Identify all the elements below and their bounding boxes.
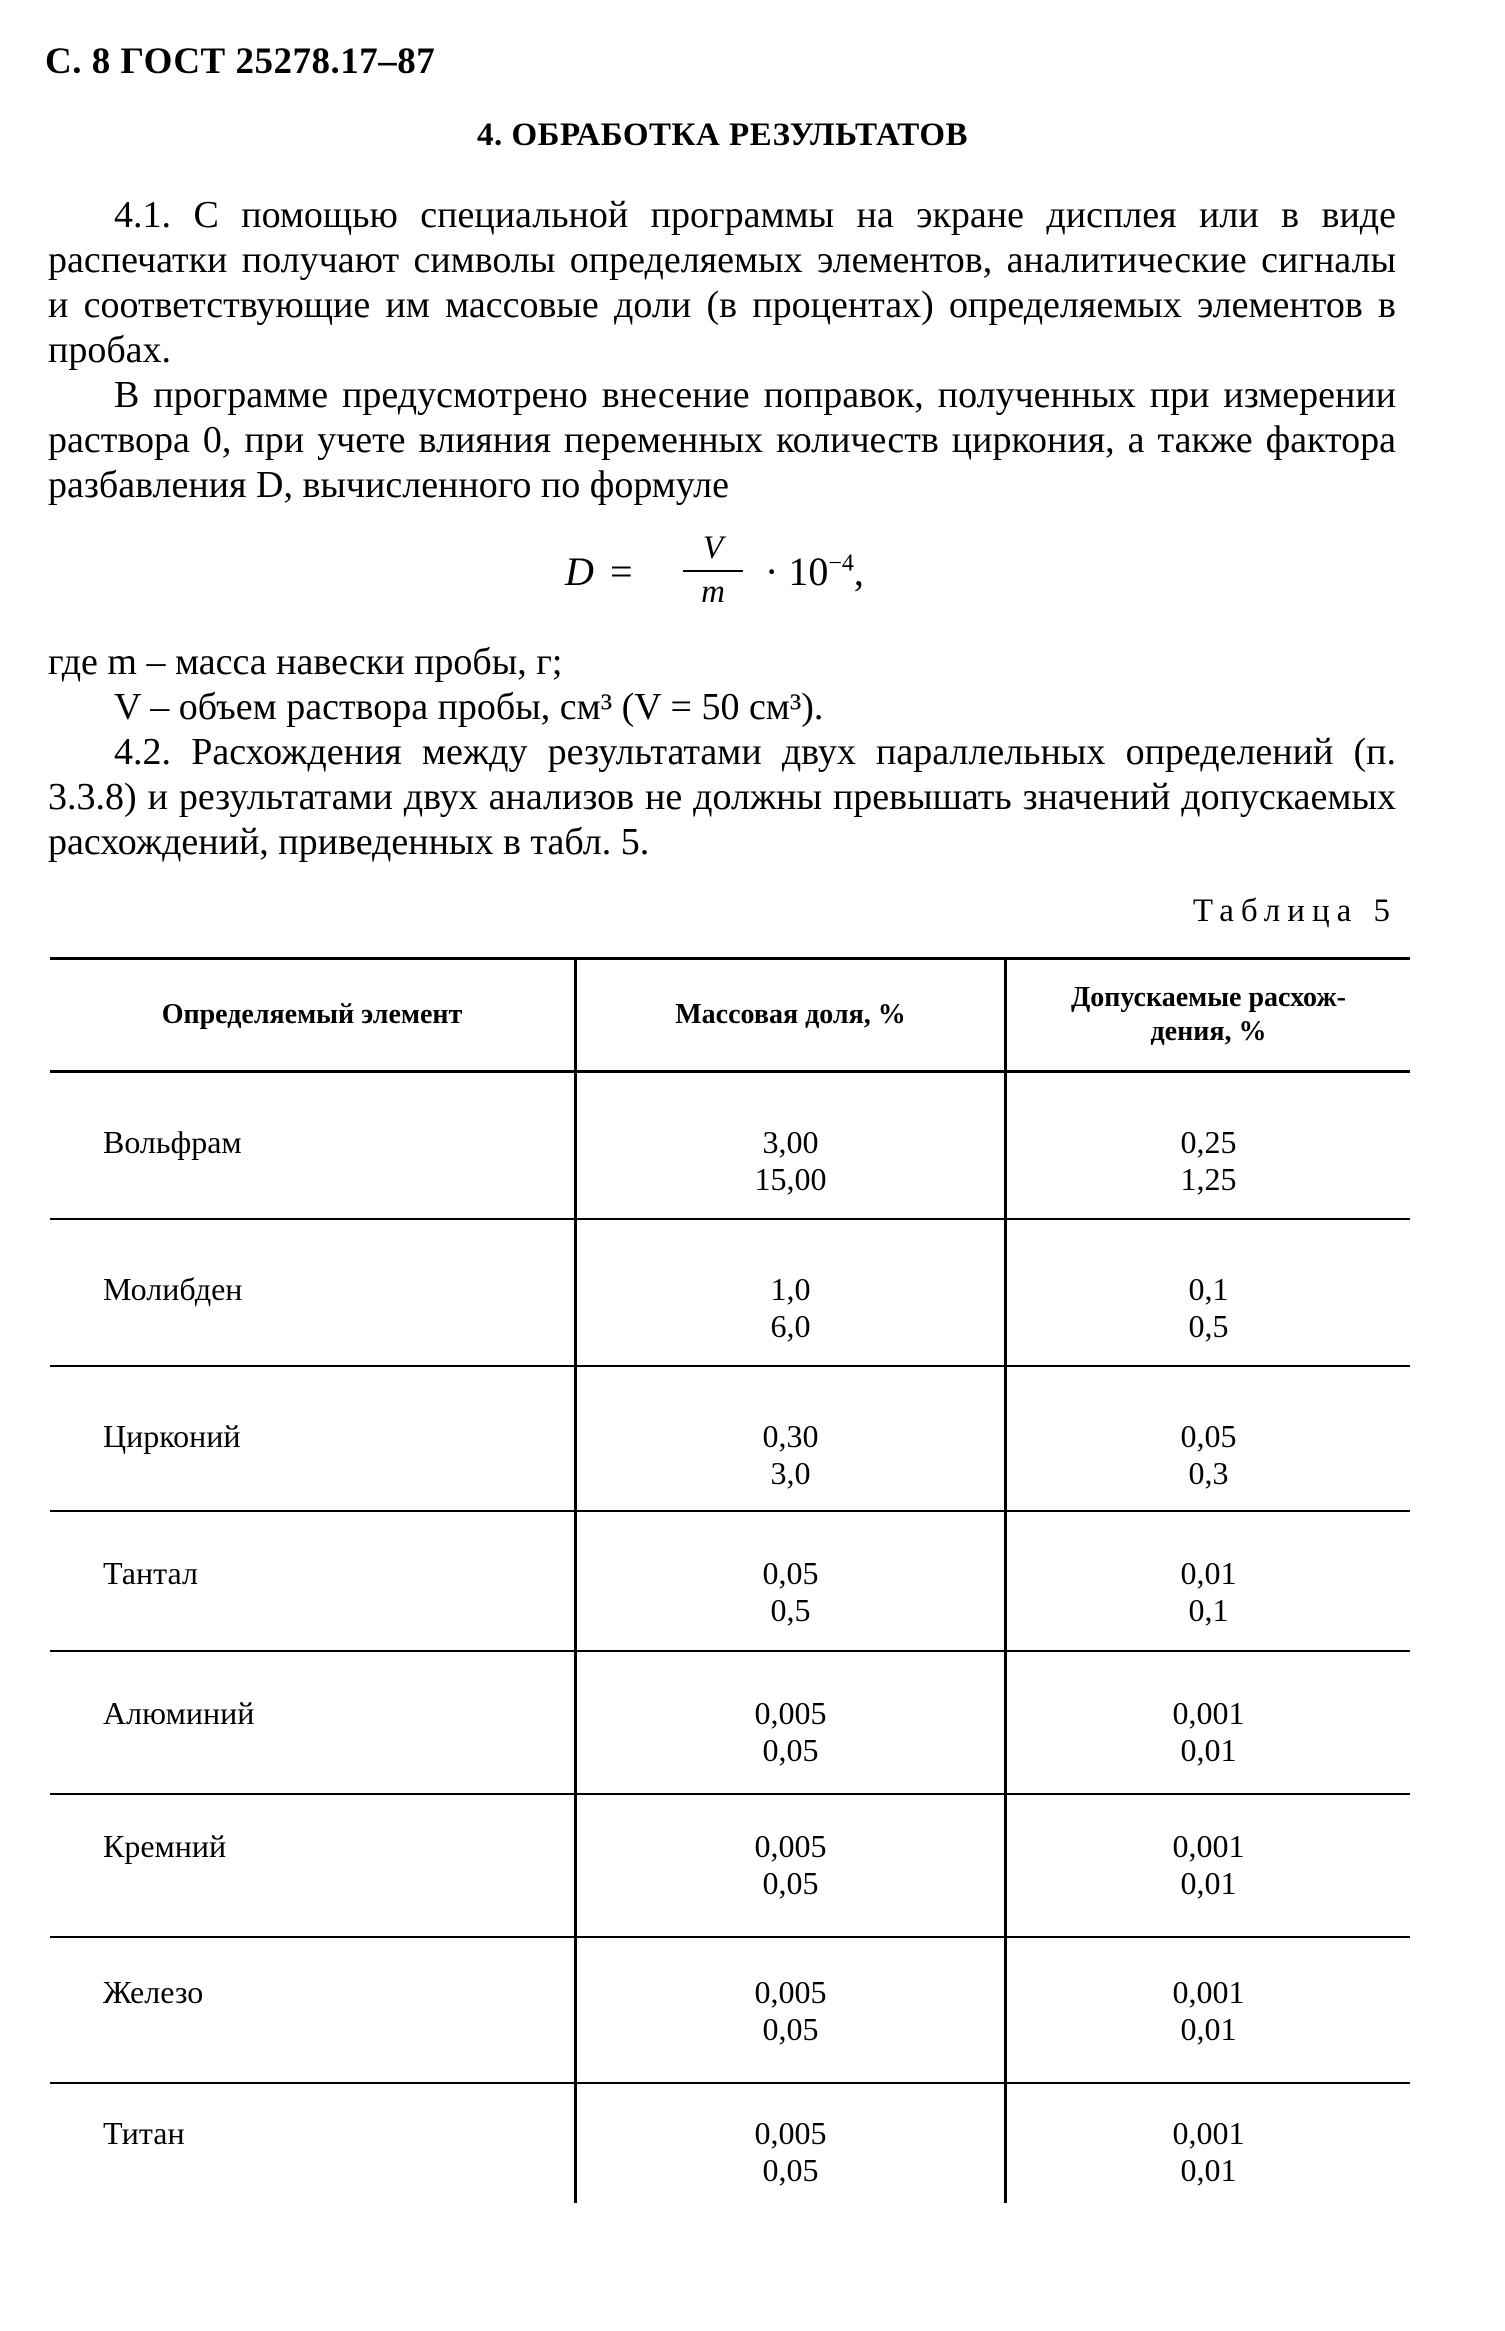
mass-cell: 0,005 0,05	[576, 2083, 1006, 2203]
results-table	[50, 957, 1410, 2203]
table-row	[50, 1511, 1410, 1651]
formula-factor-group	[765, 548, 864, 595]
formula-fraction	[683, 530, 743, 611]
table-row	[50, 1651, 1410, 1794]
section-title: 4. ОБРАБОТКА РЕЗУЛЬТАТОВ	[476, 117, 969, 153]
table-row	[50, 1366, 1410, 1511]
formula-numerator: V	[702, 530, 724, 566]
paragraph-4-1: 4.1. С помощью специальной программы на экране дисплея или в виде распечатки получают символы определяемых элементов, аналитические сигналы и соответствующие им массовые доли (в процентах) определяемых элементов в пробах.	[48, 194, 1396, 371]
tolerance-cell: 0,001 0,01	[1006, 1794, 1411, 1937]
table-row	[50, 1937, 1410, 2083]
formula-lhs: D	[565, 549, 594, 594]
mass-cell: 0,05 0,5	[576, 1511, 1006, 1651]
element-cell: Цирконий	[50, 1366, 576, 1511]
formula-factor: · 10	[765, 549, 829, 594]
table-row	[50, 1219, 1410, 1366]
formula-trail: ,	[853, 549, 864, 594]
tolerance-cell: 0,25 1,25	[1006, 1072, 1411, 1219]
tolerance-cell: 0,05 0,3	[1006, 1366, 1411, 1511]
formula-denominator: m	[701, 574, 725, 610]
where-m: где m – масса навески пробы, г;	[48, 641, 563, 683]
table-row	[50, 1072, 1410, 1219]
element-cell: Алюминий	[50, 1651, 576, 1794]
tolerance-cell: 0,001 0,01	[1006, 1937, 1411, 2083]
header-tolerance: Допускаемые расхож-дения, %	[1006, 959, 1411, 1072]
mass-cell: 0,005 0,05	[576, 1651, 1006, 1794]
header-element: Определяемый элемент	[50, 959, 576, 1072]
table-row	[50, 2083, 1410, 2203]
page-header: С. 8 ГОСТ 25278.17–87	[45, 41, 436, 82]
element-cell: Железо	[50, 1937, 576, 2083]
element-cell: Кремний	[50, 1794, 576, 1937]
where-v: V – объем раствора пробы, см³ (V = 50 см³).	[114, 686, 824, 728]
tolerance-cell: 0,01 0,1	[1006, 1511, 1411, 1651]
mass-cell: 0,30 3,0	[576, 1366, 1006, 1511]
header-mass: Массовая доля, %	[576, 959, 1006, 1072]
element-cell: Титан	[103, 2114, 185, 2151]
table-header-row	[50, 959, 1410, 1072]
formula-exponent: −4	[828, 550, 854, 577]
fraction-bar	[683, 570, 743, 572]
mass-cell: 3,00 15,00	[576, 1072, 1006, 1219]
mass-cell: 0,005 0,05	[576, 1937, 1006, 2083]
element-cell: Вольфрам	[50, 1072, 576, 1219]
table-row	[50, 1794, 1410, 1937]
mass-cell: 0,005 0,05	[576, 1794, 1006, 1937]
tolerance-cell: 0,1 0,5	[1006, 1219, 1411, 1366]
element-cell: Молибден	[50, 1219, 576, 1366]
table-caption: Таблица 5	[1192, 893, 1397, 929]
element-cell: Тантал	[50, 1511, 576, 1651]
tolerance-cell: 0,001 0,01	[1006, 1651, 1411, 1794]
tolerance-cell: 0,001 0,01	[1006, 2083, 1411, 2203]
mass-cell: 1,0 6,0	[576, 1219, 1006, 1366]
formula-equals: =	[610, 549, 633, 594]
paragraph-4-2: 4.2. Расхождения между результатами двух параллельных определений (п. 3.3.8) и результатами двух анализов не должны превышать значений допускаемых расхождений, приведенных в табл. 5.	[48, 731, 1396, 863]
paragraph-program: В программе предусмотрено внесение поправок, полученных при измерении раствора 0, при учете влияния переменных количеств циркония, а также фактора разбавления D, вычисленного по формуле	[48, 374, 1396, 506]
